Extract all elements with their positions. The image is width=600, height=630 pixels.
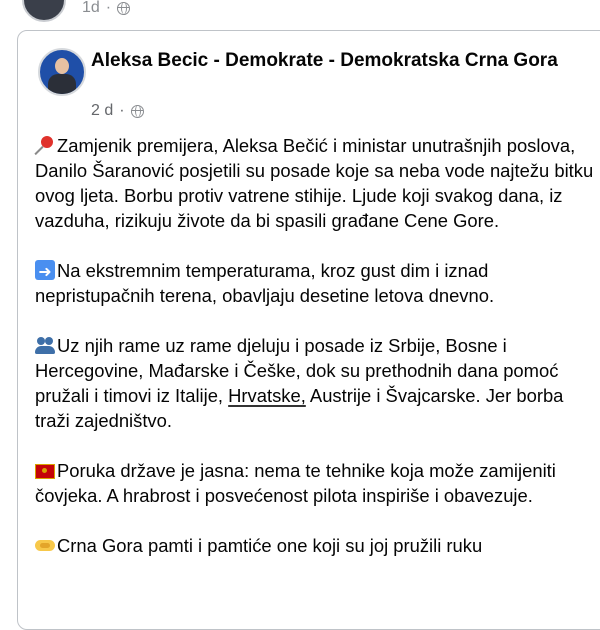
separator-dot: ·	[105, 0, 112, 16]
post-body	[35, 133, 595, 583]
montenegro-flag-icon	[35, 464, 55, 479]
author-avatar[interactable]	[38, 48, 86, 96]
right-arrow-icon	[35, 260, 55, 280]
previous-post-time[interactable]: 1d	[82, 0, 100, 16]
paragraph-text: Zamjenik premijera, Aleksa Bečić i ministar unutrašnjih poslova, Danilo Šaranović posjetili su posade koje sa neba vode najtežu bitku ovog ljeta. Borbu protiv vatrene stihije. Ljude koji svakog dana, iz vazduha, rizikuju živote da bi spasili građane Cene Gore.	[35, 135, 594, 231]
post-paragraph	[35, 133, 595, 233]
post-meta	[91, 102, 144, 120]
previous-post-header	[0, 0, 600, 22]
previous-post-meta	[82, 0, 130, 16]
paragraph-text: Poruka države je jasna: nema te tehnike koja može zamijeniti čovjeka. A hrabrost i posvećenost pilota inspiriše i obavezuje.	[35, 460, 556, 506]
post-author-name[interactable]: Aleksa Becic - Demokrate - Demokratska Crna Gora	[91, 50, 558, 71]
avatar-person-head	[55, 58, 69, 74]
paragraph-text: Crna Gora pamti i pamtiće one koji su joj pružili ruku	[57, 535, 483, 556]
shared-post-card	[17, 30, 600, 630]
post-time[interactable]: 2 d	[91, 102, 114, 119]
underlined-text: Hrvatske,	[228, 385, 306, 406]
paragraph-text: Uz njih rame uz rame djeluju i posade iz Srbije, Bosne i Hercegovine, Mađarske i Češke, dok su prethodnih dana pomoć pružali i timovi iz Italije,	[35, 335, 559, 406]
globe-icon[interactable]	[117, 2, 130, 15]
post-paragraph	[35, 333, 595, 433]
handshake-icon	[35, 535, 55, 555]
globe-icon[interactable]	[131, 105, 144, 118]
separator-dot: ·	[119, 102, 125, 119]
previous-post-avatar[interactable]	[22, 0, 66, 22]
post-paragraph	[35, 533, 595, 558]
pushpin-icon	[35, 135, 55, 155]
avatar-person-body	[48, 74, 76, 96]
post-paragraph	[35, 458, 595, 508]
people-icon	[35, 335, 55, 355]
paragraph-text: Na ekstremnim temperaturama, kroz gust dim i iznad nepristupačnih terena, obavljaju desetine letova dnevno.	[35, 260, 495, 306]
paragraph-text: Austrije i Švajcarske. Jer borba traži zajedništvo.	[35, 385, 564, 431]
post-paragraph	[35, 258, 595, 308]
